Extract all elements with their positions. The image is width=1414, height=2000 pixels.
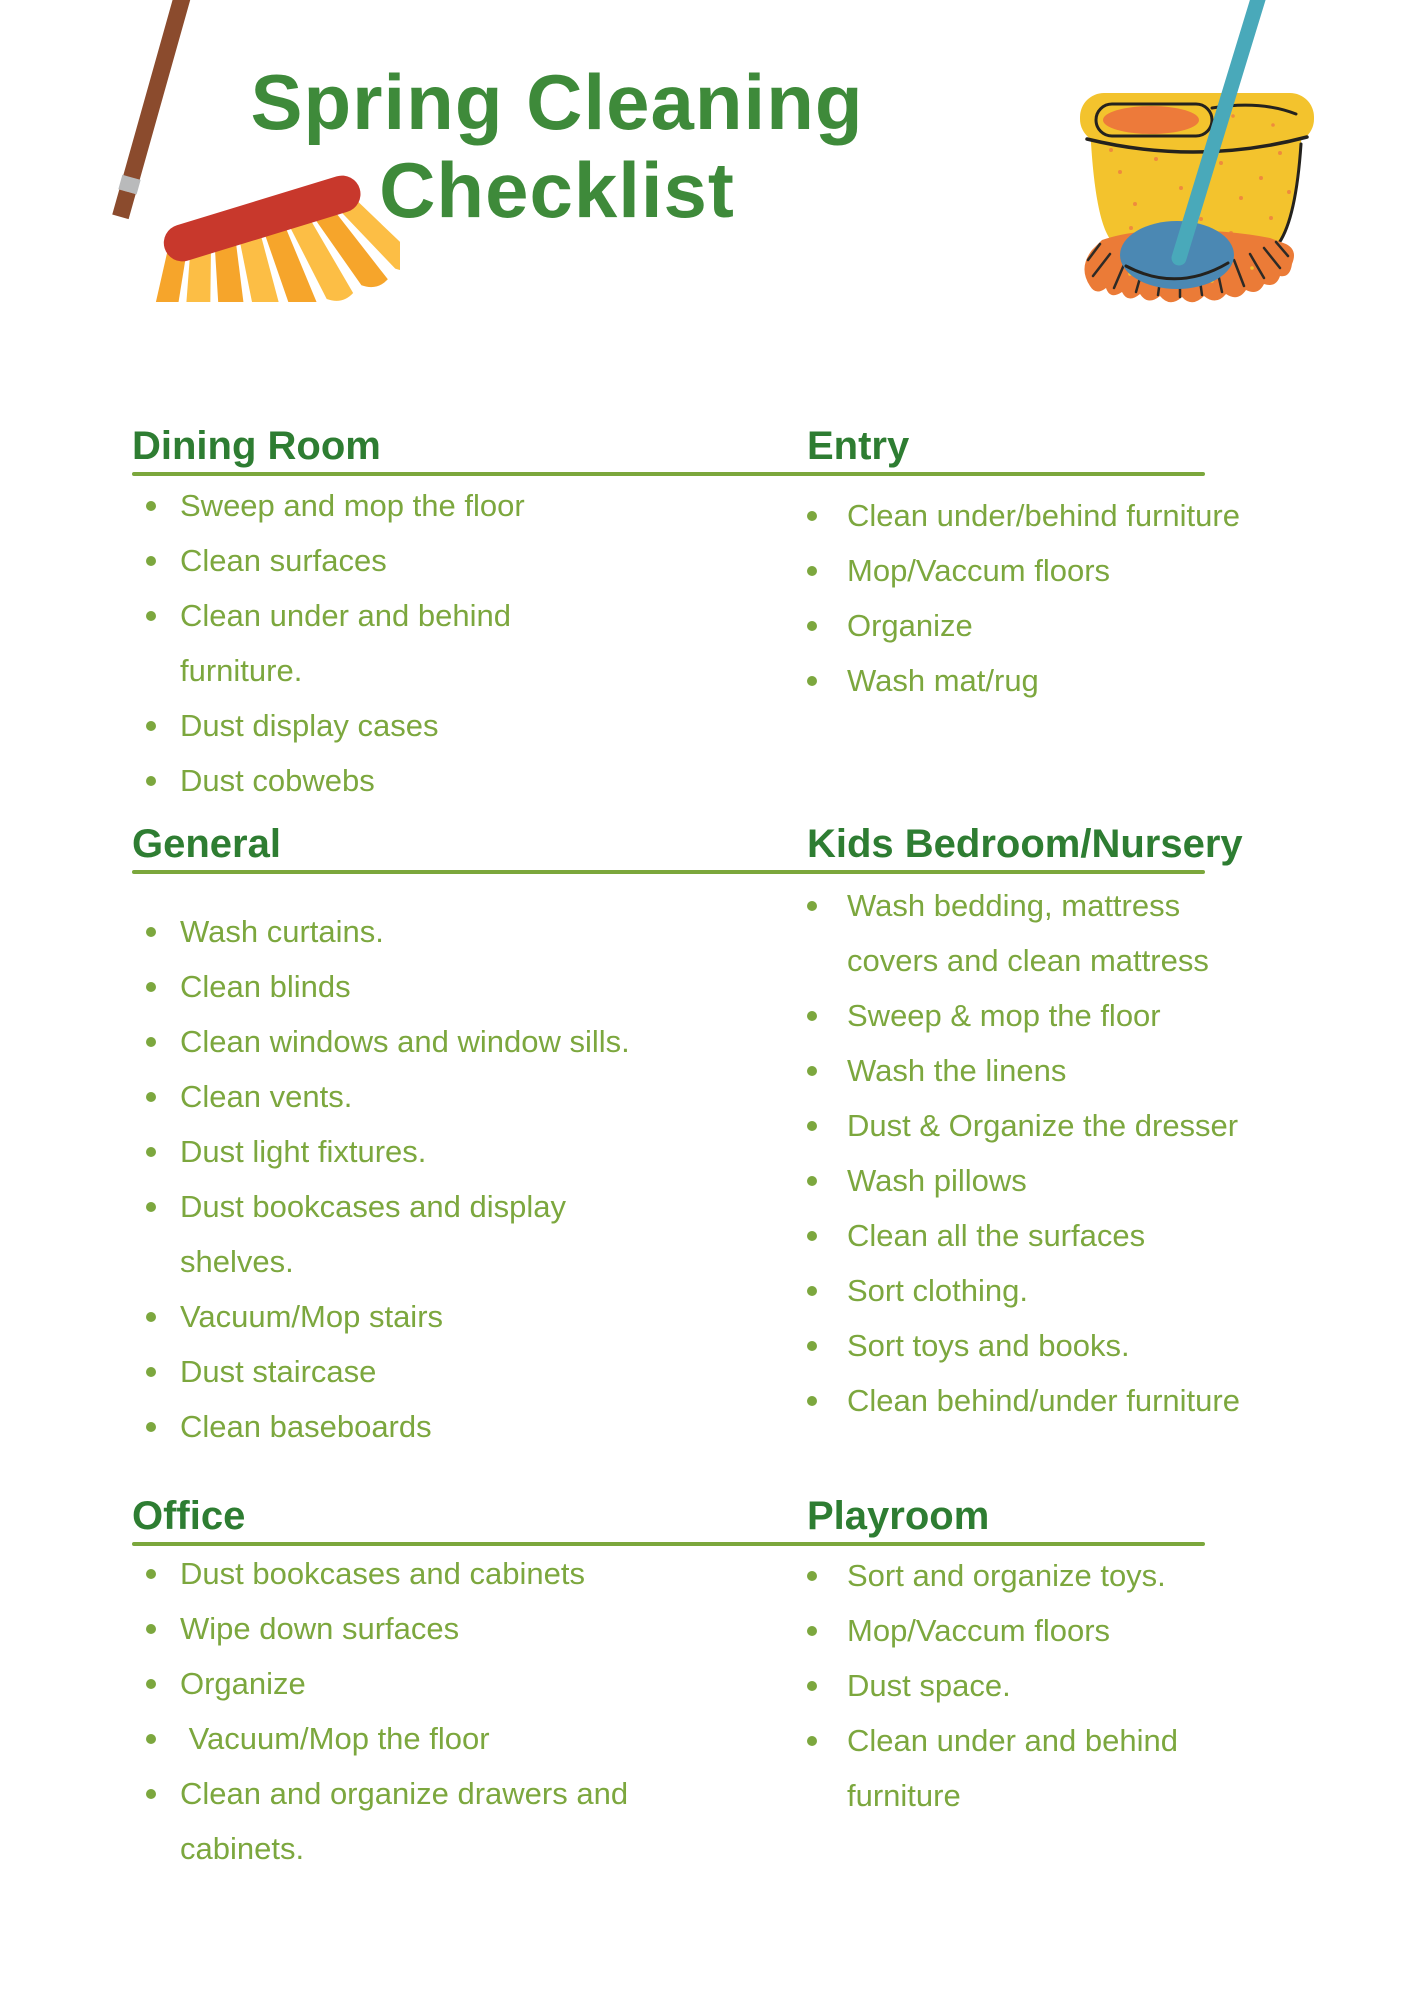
checklist-item — [146, 478, 644, 533]
checklist-item — [807, 1713, 1205, 1823]
section-entry — [635, 422, 1240, 708]
checklist-item-line: Sweep & mop the floor — [847, 998, 1161, 1033]
checklist-item-line: Clean vents. — [180, 1079, 353, 1114]
checklist-item — [146, 753, 644, 808]
mop-and-bucket-illustration — [930, 0, 1414, 307]
checklist-item-line: Mop/Vaccum floors — [847, 1613, 1111, 1648]
checklist-item — [807, 1658, 1205, 1713]
checklist-item — [807, 1318, 1205, 1373]
checklist-item-line: Dust bookcases and cabinets — [180, 1556, 585, 1591]
checklist-item-line: Mop/Vaccum floors — [847, 553, 1111, 588]
checklist-item-line: Sort toys and books. — [847, 1328, 1130, 1363]
section-list — [807, 1548, 1205, 1823]
checklist-item-line: Dust & Organize the dresser — [847, 1108, 1239, 1143]
checklist-item — [146, 959, 644, 1014]
checklist-item — [807, 543, 1205, 598]
checklist-item — [807, 653, 1205, 708]
checklist-item-line: Vacuum/Mop the floor — [180, 1721, 490, 1756]
checklist-item — [146, 1601, 644, 1656]
checklist-item — [146, 1766, 644, 1876]
checklist-item-line: furniture. — [180, 653, 303, 688]
checklist-item — [807, 488, 1240, 543]
checklist-item — [146, 1179, 644, 1289]
section-dining-room — [132, 422, 644, 808]
checklist-item — [146, 1711, 644, 1766]
section-underline — [635, 1542, 1205, 1546]
section-heading: Playroom — [807, 1494, 990, 1538]
checklist-item — [146, 1014, 644, 1069]
checklist-item — [807, 878, 1209, 988]
checklist-item-line: Clean under and behind — [847, 1723, 1178, 1758]
checklist-item-line: Wash the linens — [847, 1053, 1067, 1088]
checklist-item — [807, 598, 1205, 653]
section-list — [146, 904, 644, 1454]
section-office — [132, 1492, 644, 1876]
section-list — [146, 1546, 644, 1876]
checklist-item — [807, 988, 1205, 1043]
page-title — [157, 58, 957, 234]
checklist-item — [146, 1069, 644, 1124]
checklist-item-line: Dust space. — [847, 1668, 1011, 1703]
checklist-item-line: Wash bedding, mattress — [847, 888, 1181, 923]
checklist-item-line: Clean and organize drawers and — [180, 1776, 629, 1811]
section-list — [146, 478, 644, 808]
checklist-item — [807, 1548, 1205, 1603]
checklist-item-line: Wash curtains. — [180, 914, 384, 949]
section-list — [807, 878, 1240, 1428]
checklist-item-line: furniture — [847, 1778, 961, 1813]
section-general — [132, 820, 644, 1454]
checklist-item-line: Wipe down surfaces — [180, 1611, 460, 1646]
checklist-item-line: Wash mat/rug — [847, 663, 1039, 698]
section-list — [807, 488, 1240, 708]
section-heading: Kids Bedroom/Nursery — [807, 822, 1243, 866]
checklist-item-line: Clean surfaces — [180, 543, 387, 578]
checklist-item — [807, 1208, 1205, 1263]
section-heading: Office — [132, 1494, 246, 1538]
checklist-item — [146, 1399, 644, 1454]
checklist-item-line: Sort clothing. — [847, 1273, 1028, 1308]
section-underline — [635, 472, 1205, 476]
section-underline — [132, 472, 644, 476]
section-heading: General — [132, 822, 281, 866]
checklist-item — [146, 698, 644, 753]
checklist-item-line: Dust cobwebs — [180, 763, 375, 798]
title-line-2: Checklist — [379, 146, 735, 234]
checklist-item-line: Clean all the surfaces — [847, 1218, 1146, 1253]
checklist-item-line: Organize — [847, 608, 973, 643]
checklist-item-line: Clean behind/under furniture — [847, 1383, 1240, 1418]
section-heading: Entry — [807, 424, 910, 468]
checklist-item-line: Dust bookcases and display — [180, 1189, 567, 1224]
checklist-item-line: Clean under and behind — [180, 598, 511, 633]
checklist-item — [807, 1043, 1205, 1098]
checklist-item-line: Clean windows and window sills. — [180, 1024, 630, 1059]
title-line-1: Spring Cleaning — [250, 58, 864, 146]
checklist-item — [807, 1373, 1240, 1428]
section-kids-bedroom-nursery — [635, 820, 1243, 1428]
section-heading: Dining Room — [132, 424, 381, 468]
section-playroom — [635, 1492, 1205, 1823]
checklist-item-line: shelves. — [180, 1244, 294, 1279]
checklist-item — [807, 1153, 1205, 1208]
checklist-item — [807, 1603, 1205, 1658]
checklist-item-line: Dust display cases — [180, 708, 439, 743]
checklist-item-line: cabinets. — [180, 1831, 305, 1866]
section-underline — [132, 870, 644, 874]
checklist-item — [146, 1289, 644, 1344]
checklist-item-line: Dust staircase — [180, 1354, 377, 1389]
checklist-item — [146, 1344, 644, 1399]
checklist-item — [807, 1263, 1205, 1318]
checklist-item-line: Organize — [180, 1666, 306, 1701]
checklist-item-line: Clean blinds — [180, 969, 351, 1004]
checklist-item — [146, 588, 644, 698]
checklist-item-line: covers and clean mattress — [847, 943, 1209, 978]
checklist-item-line: Clean under/behind furniture — [847, 498, 1240, 533]
checklist-item — [146, 904, 644, 959]
checklist-item-line: Sweep and mop the floor — [180, 488, 525, 523]
checklist-item-line: Clean baseboards — [180, 1409, 432, 1444]
checklist-item — [146, 1124, 644, 1179]
checklist-item — [146, 1656, 644, 1711]
checklist-item — [146, 1546, 644, 1601]
checklist-item — [807, 1098, 1239, 1153]
section-underline — [635, 870, 1205, 874]
checklist-item-line: Sort and organize toys. — [847, 1558, 1166, 1593]
checklist-item-line: Vacuum/Mop stairs — [180, 1299, 444, 1334]
checklist-item-line: Wash pillows — [847, 1163, 1027, 1198]
checklist-item-line: Dust light fixtures. — [180, 1134, 427, 1169]
checklist-item — [146, 533, 644, 588]
